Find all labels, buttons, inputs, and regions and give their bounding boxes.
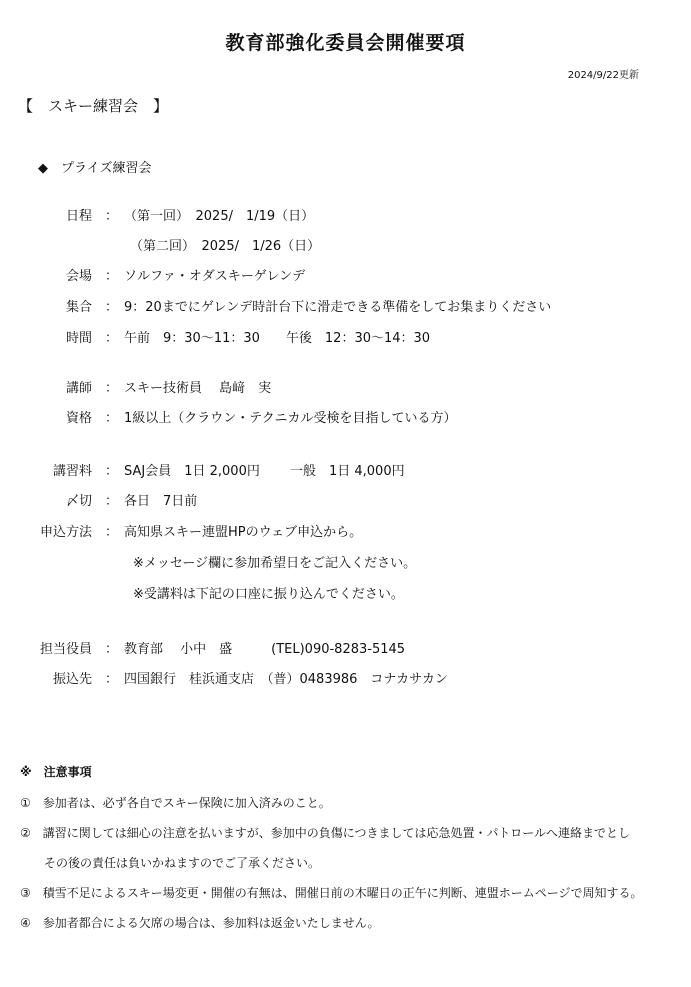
colon: ： bbox=[105, 411, 119, 426]
note-2-cont: その後の責任は負いかねますのでご了承ください。 bbox=[20, 856, 321, 870]
notes-heading: ※ 注意事項 bbox=[20, 765, 92, 779]
schedule-1: （第一回） 2025/ 1/19（日） bbox=[124, 209, 315, 224]
colon: ： bbox=[105, 331, 119, 346]
apply-label: 申込方法 bbox=[39, 525, 92, 540]
apply-note-1: ※メッセージ欄に参加希望日をご記入ください。 bbox=[133, 556, 417, 571]
updated-date: 2024/9/22更新 bbox=[567, 70, 639, 81]
meet-label: 集合 bbox=[65, 300, 92, 315]
deadline-value: 各日 7日前 bbox=[124, 494, 198, 509]
document-title: 教育部強化委員会開催要項 bbox=[225, 32, 466, 54]
deadline-label: 〆切 bbox=[65, 494, 92, 509]
officer-value: 教育部 小中 盛 (TEL)090-8283-5145 bbox=[124, 642, 406, 657]
qualification-label: 資格 bbox=[65, 411, 92, 426]
colon: ： bbox=[105, 525, 119, 540]
qualification-value: 1級以上（クラウン・テクニカル受検を目指している方） bbox=[124, 411, 457, 426]
note-1: ① 参加者は、必ず各自でスキー保険に加入済みのこと。 bbox=[20, 796, 331, 810]
bank-value: 四国銀行 桂浜通支店 （普）0483986 コナカサカン bbox=[124, 672, 448, 687]
fee-value: SAJ会員 1日 2,000円 一般 1日 4,000円 bbox=[124, 464, 405, 479]
venue-label: 会場 bbox=[65, 269, 92, 284]
schedule-label: 日程 bbox=[65, 209, 92, 224]
venue-value: ソルファ・オダスキーゲレンデ bbox=[124, 269, 306, 284]
note-3: ③ 積雪不足によるスキー場変更・開催の有無は、開催日前の木曜日の正午に判断、連盟ホームページで周知する。 bbox=[20, 886, 643, 900]
apply-note-2: ※受講料は下記の口座に振り込んでください。 bbox=[133, 587, 404, 602]
fee-label: 講習料 bbox=[52, 464, 92, 479]
colon: ： bbox=[105, 209, 119, 224]
section-title: 【 スキー練習会 】 bbox=[18, 97, 169, 115]
time-label: 時間 bbox=[65, 331, 92, 346]
colon: ： bbox=[105, 464, 119, 479]
schedule-2: （第二回） 2025/ 1/26（日） bbox=[130, 239, 321, 254]
colon: ： bbox=[105, 672, 119, 687]
apply-value: 高知県スキー連盟HPのウェブ申込から。 bbox=[124, 525, 363, 540]
colon: ： bbox=[105, 494, 119, 509]
bank-label: 振込先 bbox=[52, 672, 92, 687]
colon: ： bbox=[105, 269, 119, 284]
instructor-label: 講師 bbox=[65, 381, 92, 396]
meet-value: 9：20までにゲレンデ時計台下に滑走できる準備をしてお集まりください bbox=[124, 300, 552, 315]
colon: ： bbox=[105, 642, 119, 657]
time-value: 午前 9：30〜11：30 午後 12：30〜14：30 bbox=[124, 331, 431, 346]
officer-label: 担当役員 bbox=[39, 642, 92, 657]
colon: ： bbox=[105, 381, 119, 396]
instructor-value: スキー技術員 島﨑 実 bbox=[124, 381, 272, 396]
colon: ： bbox=[105, 300, 119, 315]
note-2: ② 講習に関しては細心の注意を払いますが、参加中の負傷につきましては応急処置・パトロールへ連絡までとし bbox=[20, 826, 631, 840]
subsection-title: ◆ プライズ練習会 bbox=[38, 161, 152, 176]
note-4: ④ 参加者都合による欠席の場合は、参加料は返金いたしません。 bbox=[20, 916, 380, 930]
